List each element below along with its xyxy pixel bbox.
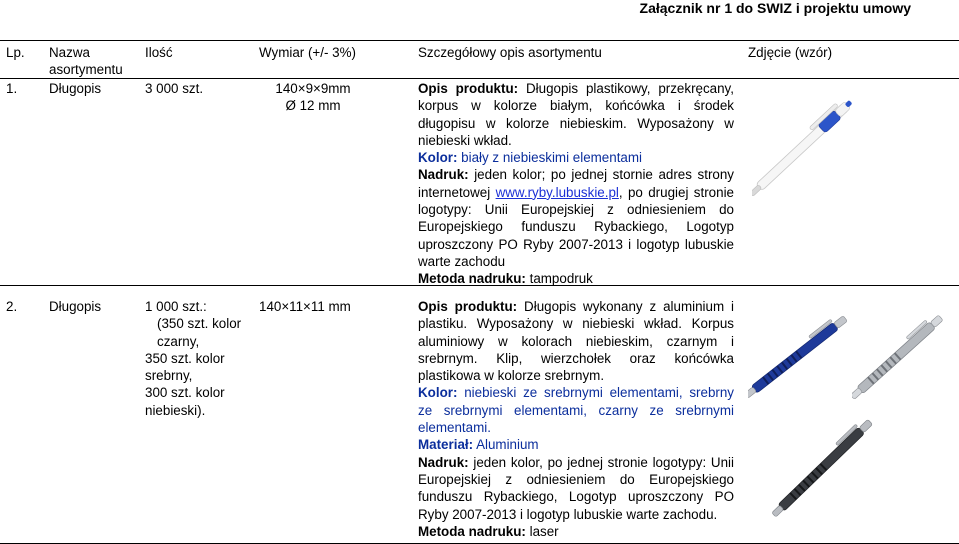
row2-opis-text: Długopis wykonany z aluminium i plastiku. Wyposażony w niebieski wkład. Korpus aluminiowy w kolorach niebieskim, czarnym i srebrnym. Klip, wierzchołek oraz końcówka plastikowa w kolorze srebrnym.	[418, 299, 734, 384]
row2-lp: 2.	[6, 299, 18, 314]
row2-qty-line: niebieski).	[145, 402, 206, 418]
row1-kolor-label: Kolor:	[418, 150, 458, 166]
row2-material-label: Materiał:	[418, 437, 474, 453]
silver-aluminium-pen-image	[852, 300, 956, 400]
row2-nadruk-text: jeden kolor, po jednej stronie logotypy: Unii Europejskiej z odniesieniem do Europejskiego funduszu Rybackiego, Logotyp uproszczony PO Ryby 2007-2013 i logotyp lubuskie warte zachodu.	[418, 454, 734, 522]
row2-qty-line: (350 szt. kolor	[157, 316, 242, 332]
row1-metoda-label: Metoda nadruku:	[418, 271, 526, 287]
row1-opis-label: Opis produktu:	[418, 81, 519, 96]
row1-size-dims: 140×9×9mm	[275, 81, 351, 96]
row2-size: 140×11×11 mm	[259, 299, 351, 314]
row2-metoda-text: laser	[529, 523, 559, 539]
header-photo: Zdjęcie (wzór)	[748, 45, 833, 60]
row2-name: Długopis	[49, 299, 102, 314]
row2-opis-label: Opis produktu:	[418, 299, 518, 314]
row2-qty-line: 300 szt. kolor	[145, 385, 225, 401]
blue-aluminium-pen-image	[748, 300, 860, 400]
white-blue-pen-image	[752, 82, 864, 200]
row1-nadruk-text2: , po drugiej stronie logotypy: Unii Europejskiej z odniesieniem do Europejskiego funduszu Rybackiego, Logotyp uproszczony PO Ryby 2007-2013 i logotyp lubuskie warte zachodu	[418, 184, 734, 269]
row1-nadruk-label: Nadruk:	[418, 167, 469, 183]
row1-nadruk-text: jeden kolor; po jednej stornie adres strony internetowej	[418, 167, 734, 200]
row2-kolor-label: Kolor:	[418, 385, 458, 401]
row2-qty-line: 350 szt. kolor	[145, 350, 225, 366]
row2-kolor-text: niebieski ze srebrnymi elementami, srebrny ze srebrnymi elementami, czarny ze srebrnymi elementami.	[418, 385, 734, 436]
row1-name: Długopis	[49, 81, 102, 96]
row1-website-link[interactable]: www.ryby.lubuskie.pl	[495, 184, 619, 200]
row1-qty: 3 000 szt.	[145, 81, 204, 96]
row2-material-text: Aluminium	[476, 437, 539, 453]
header-qty: Ilość	[145, 45, 173, 60]
row1-opis-text: Długopis plastikowy, przekręcany, korpus w kolorze białym, końcówka i środek długopisu w kolorze niebieskim.	[418, 81, 734, 131]
row1-description	[418, 80, 734, 288]
row1-kolor-text: biały z niebieskimi elementami	[461, 150, 643, 166]
black-aluminium-pen-image	[772, 400, 890, 518]
row1-size	[259, 80, 367, 115]
table-top-border	[0, 40, 959, 41]
row2-metoda-label: Metoda nadruku:	[418, 523, 526, 539]
row1-opis-extra: Wyposażony w niebieski wkład.	[418, 115, 734, 148]
row2-qty-line: srebrny,	[145, 368, 193, 384]
row2-qty	[145, 298, 241, 419]
row2-qty-line: 1 000 szt.:	[145, 299, 207, 314]
header-name: Nazwa asortymentu	[49, 45, 123, 77]
header-desc: Szczegółowy opis asortymentu	[418, 45, 602, 60]
row2-qty-line: czarny,	[157, 333, 200, 349]
header-lp: Lp.	[6, 45, 25, 60]
row1-metoda-text: tampodruk	[529, 271, 593, 287]
document-title: Załącznik nr 1 do SWIZ i projektu umowy	[639, 0, 911, 16]
header-bottom-border	[0, 78, 959, 79]
row1-size-diameter: Ø 12 mm	[285, 98, 341, 114]
row1-lp: 1.	[6, 81, 18, 96]
row2-nadruk-label: Nadruk:	[418, 454, 469, 470]
row2-description	[418, 298, 734, 540]
header-size: Wymiar (+/- 3%)	[259, 45, 356, 60]
